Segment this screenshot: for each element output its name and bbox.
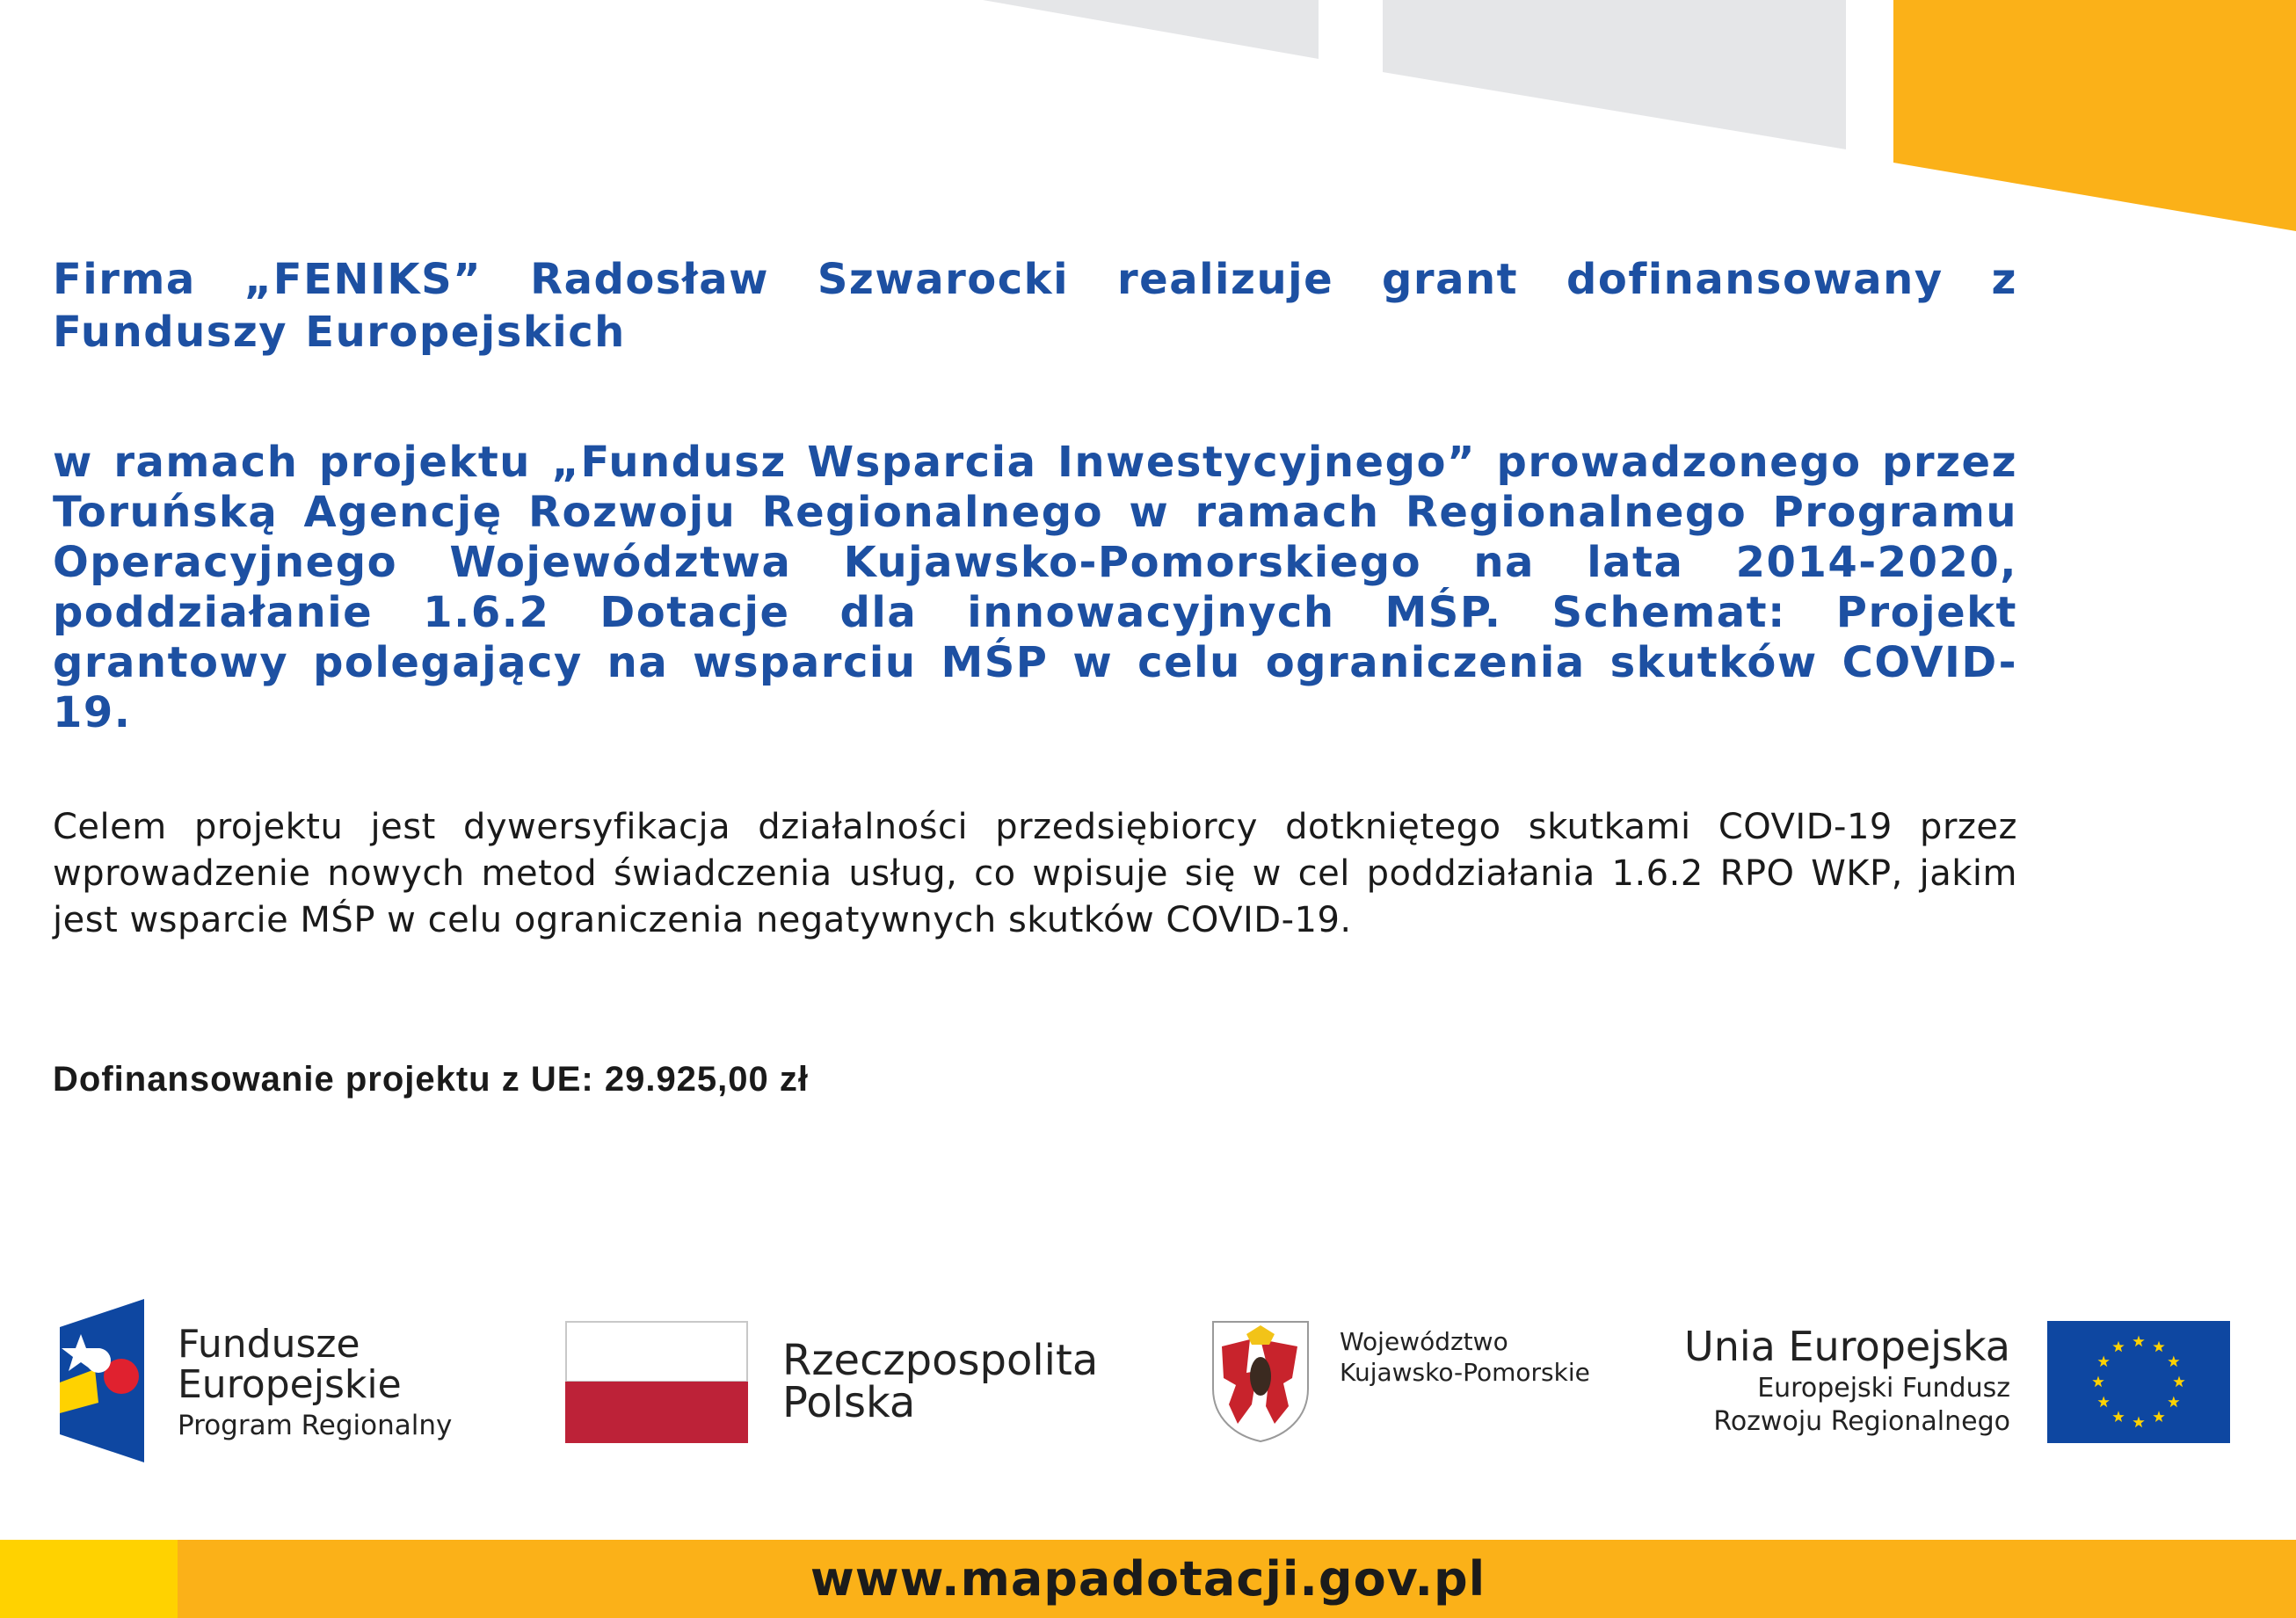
decorative-shapes <box>0 0 2296 246</box>
polish-flag-icon <box>565 1321 748 1443</box>
eu-flag-icon <box>2047 1321 2230 1443</box>
grant-headline: Firma „FENIKS” Radosław Szwarocki realizuje grant dofinansowany z Funduszy Europejskich <box>53 255 2017 357</box>
gray-stripe-left <box>983 0 1319 59</box>
eu-logo-line1: Unia Europejska <box>1684 1323 2010 1370</box>
project-description: w ramach projektu „Fundusz Wsparcia Inwestycyjnego” prowadzonego przez Toruńską Agencję Rozwoju Regionalnego w ramach Regionalnego Programu Operacyjnego Województwa Kujawsko-Pomorskiego na lata 2014-2020, poddziałanie 1.6.2 Dotacje dla innowacyjnych MŚP. Schemat: Projekt grantowy polegający na wsparciu MŚP w celu ograniczenia skutków COVID-19. <box>53 438 2017 737</box>
eu-logo-line3: Rozwoju Regionalnego <box>1713 1406 2010 1437</box>
kujawsko-pomorskie-coat-of-arms-icon <box>1211 1320 1310 1443</box>
region-logo-line1: Województwo <box>1340 1327 1508 1356</box>
gray-stripe-right <box>1383 0 1846 149</box>
region-logo-line2: Kujawsko-Pomorskie <box>1340 1358 1590 1387</box>
footer-bar <box>0 1540 2296 1618</box>
poland-logo-line2: Polska <box>782 1378 916 1427</box>
project-goal-text: Celem projektu jest dywersyfikacja działalności przedsiębiorcy dotkniętego skutkami COVID-19 przez wprowadzenie nowych metod świadczenia usług, co wpisuje się w cel poddziałania 1.6.2 RPO WKP, jakim jest wsparcie MŚP w celu ograniczenia negatywnych skutków COVID-19. <box>53 807 2017 940</box>
poland-logo-line1: Rzeczpospolita <box>782 1336 1099 1385</box>
orange-stripe <box>1893 0 2296 231</box>
funding-amount: Dofinansowanie projektu z UE: 29.925,00 zł <box>53 1060 810 1099</box>
fundusze-europejskie-logo-icon <box>60 1299 144 1462</box>
fundusze-logo-line3: Program Regionalny <box>178 1410 453 1441</box>
website-link[interactable]: www.mapadotacji.gov.pl <box>810 1551 1486 1607</box>
fundusze-logo-line2: Europejskie <box>178 1362 402 1407</box>
eu-logo-line2: Europejski Fundusz <box>1757 1373 2010 1404</box>
fundusze-logo-line1: Fundusze <box>178 1322 360 1367</box>
